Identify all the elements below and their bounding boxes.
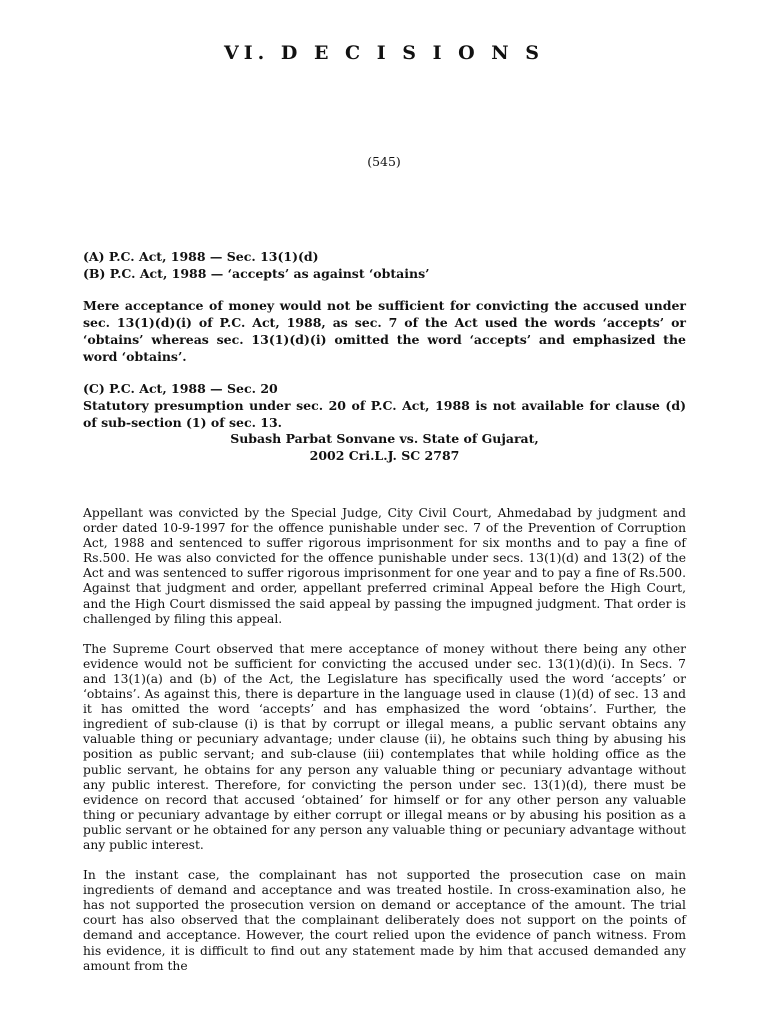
case-reference: 2002 Cri.L.J. SC 2787 [309, 448, 460, 463]
paragraph: Appellant was convicted by the Special Judge, City Civil Court, Ahmedabad by judgment and order dated 10-9-1997 for the offence punishable under sec. 7 of the Prevention of Corruption Act, 1988 and sentenced to suffer rigorous imprisonment for six months and to pay a fine of Rs.500. He was also convicted for the offence punishable under secs. 13(1)(d) and 13(2) of the Act and was sentenced to suffer rigorous imprisonment for one year and to pay a fine of Rs.500. Against that judgment and order, appellant preferred criminal Appeal before the High Court, and the High Court dismissed the said appeal by passing the impugned judgment. That order is challenged by filing this appeal. [83, 506, 686, 626]
page-number: (545) [367, 154, 401, 169]
paragraph: The Supreme Court observed that mere acceptance of money without there being any other evidence would not be sufficient for convicting the accused under sec. 13(1)(d)(i). In Secs. 7 and 13(1)(a) and (b) of the Act, the Legislature has specifically used the word ‘accepts’ or ‘obtains’. As against this, there is departure in the language used in clause (1)(d) of sec. 13 and it has omitted the word ‘accepts’ and has emphasized the word ‘obtains’. Further, the ingredient of sub-clause (i) is that by corrupt or illegal means, a public servant obtains any valuable thing or pecuniary advantage; under clause (ii), he obtains such thing by abusing his position as public servant; and sub-clause (iii) contemplates that while holding office as the public servant, he obtains for any person any valuable thing or pecuniary advantage without any public interest. Therefore, for convicting the person under sec. 13(1)(d), there must be evidence on record that accused ‘obtained’ for himself or for any other person any valuable thing or pecuniary advantage by either corrupt or illegal means or by abusing his position as a public servant or he obtained for any person any valuable thing or pecuniary advantage without any public interest. [83, 641, 686, 852]
headnote-c-text: Statutory presumption under sec. 20 of P.C. Act, 1988 is not available for clause (d) of sub-section (1) of sec. 13. [83, 398, 686, 430]
paragraph: In the instant case, the complainant has not supported the prosecution case on main ingredients of demand and acceptance and was treated hostile. In cross-examination also, he has not supported the prosecution version on demand or acceptance of the amount. The trial court has also observed that the complainant deliberately does not support on the points of demand and acceptance. However, the court relied upon the evidence of panch witness. From his evidence, it is difficult to find out any statement made by him that accused demanded any amount from the [83, 868, 686, 973]
headnote-a: (A) P.C. Act, 1988 — Sec. 13(1)(d) [83, 249, 319, 264]
headnote-ab-text: Mere acceptance of money would not be sufficient for convicting the accused under sec. 13(1)(d)(i) of P.C. Act, 1988, as sec. 7 of the Act used the words ‘accepts’ or ‘obtains’ whereas sec. 13(1)(d)(i) omitted the word ‘accepts’ and emphasized the word ‘obtains’. [83, 298, 686, 364]
headnotes [83, 248, 686, 431]
judgment-body [83, 506, 686, 989]
case-name: Subash Parbat Sonvane vs. State of Gujarat, [230, 431, 539, 446]
section-title: VI. D E C I S I O N S [224, 42, 544, 64]
case-citation [83, 430, 686, 464]
headnote-c: (C) P.C. Act, 1988 — Sec. 20 [83, 381, 278, 396]
headnote-b: (B) P.C. Act, 1988 — ‘accepts’ as against ‘obtains’ [83, 266, 430, 281]
